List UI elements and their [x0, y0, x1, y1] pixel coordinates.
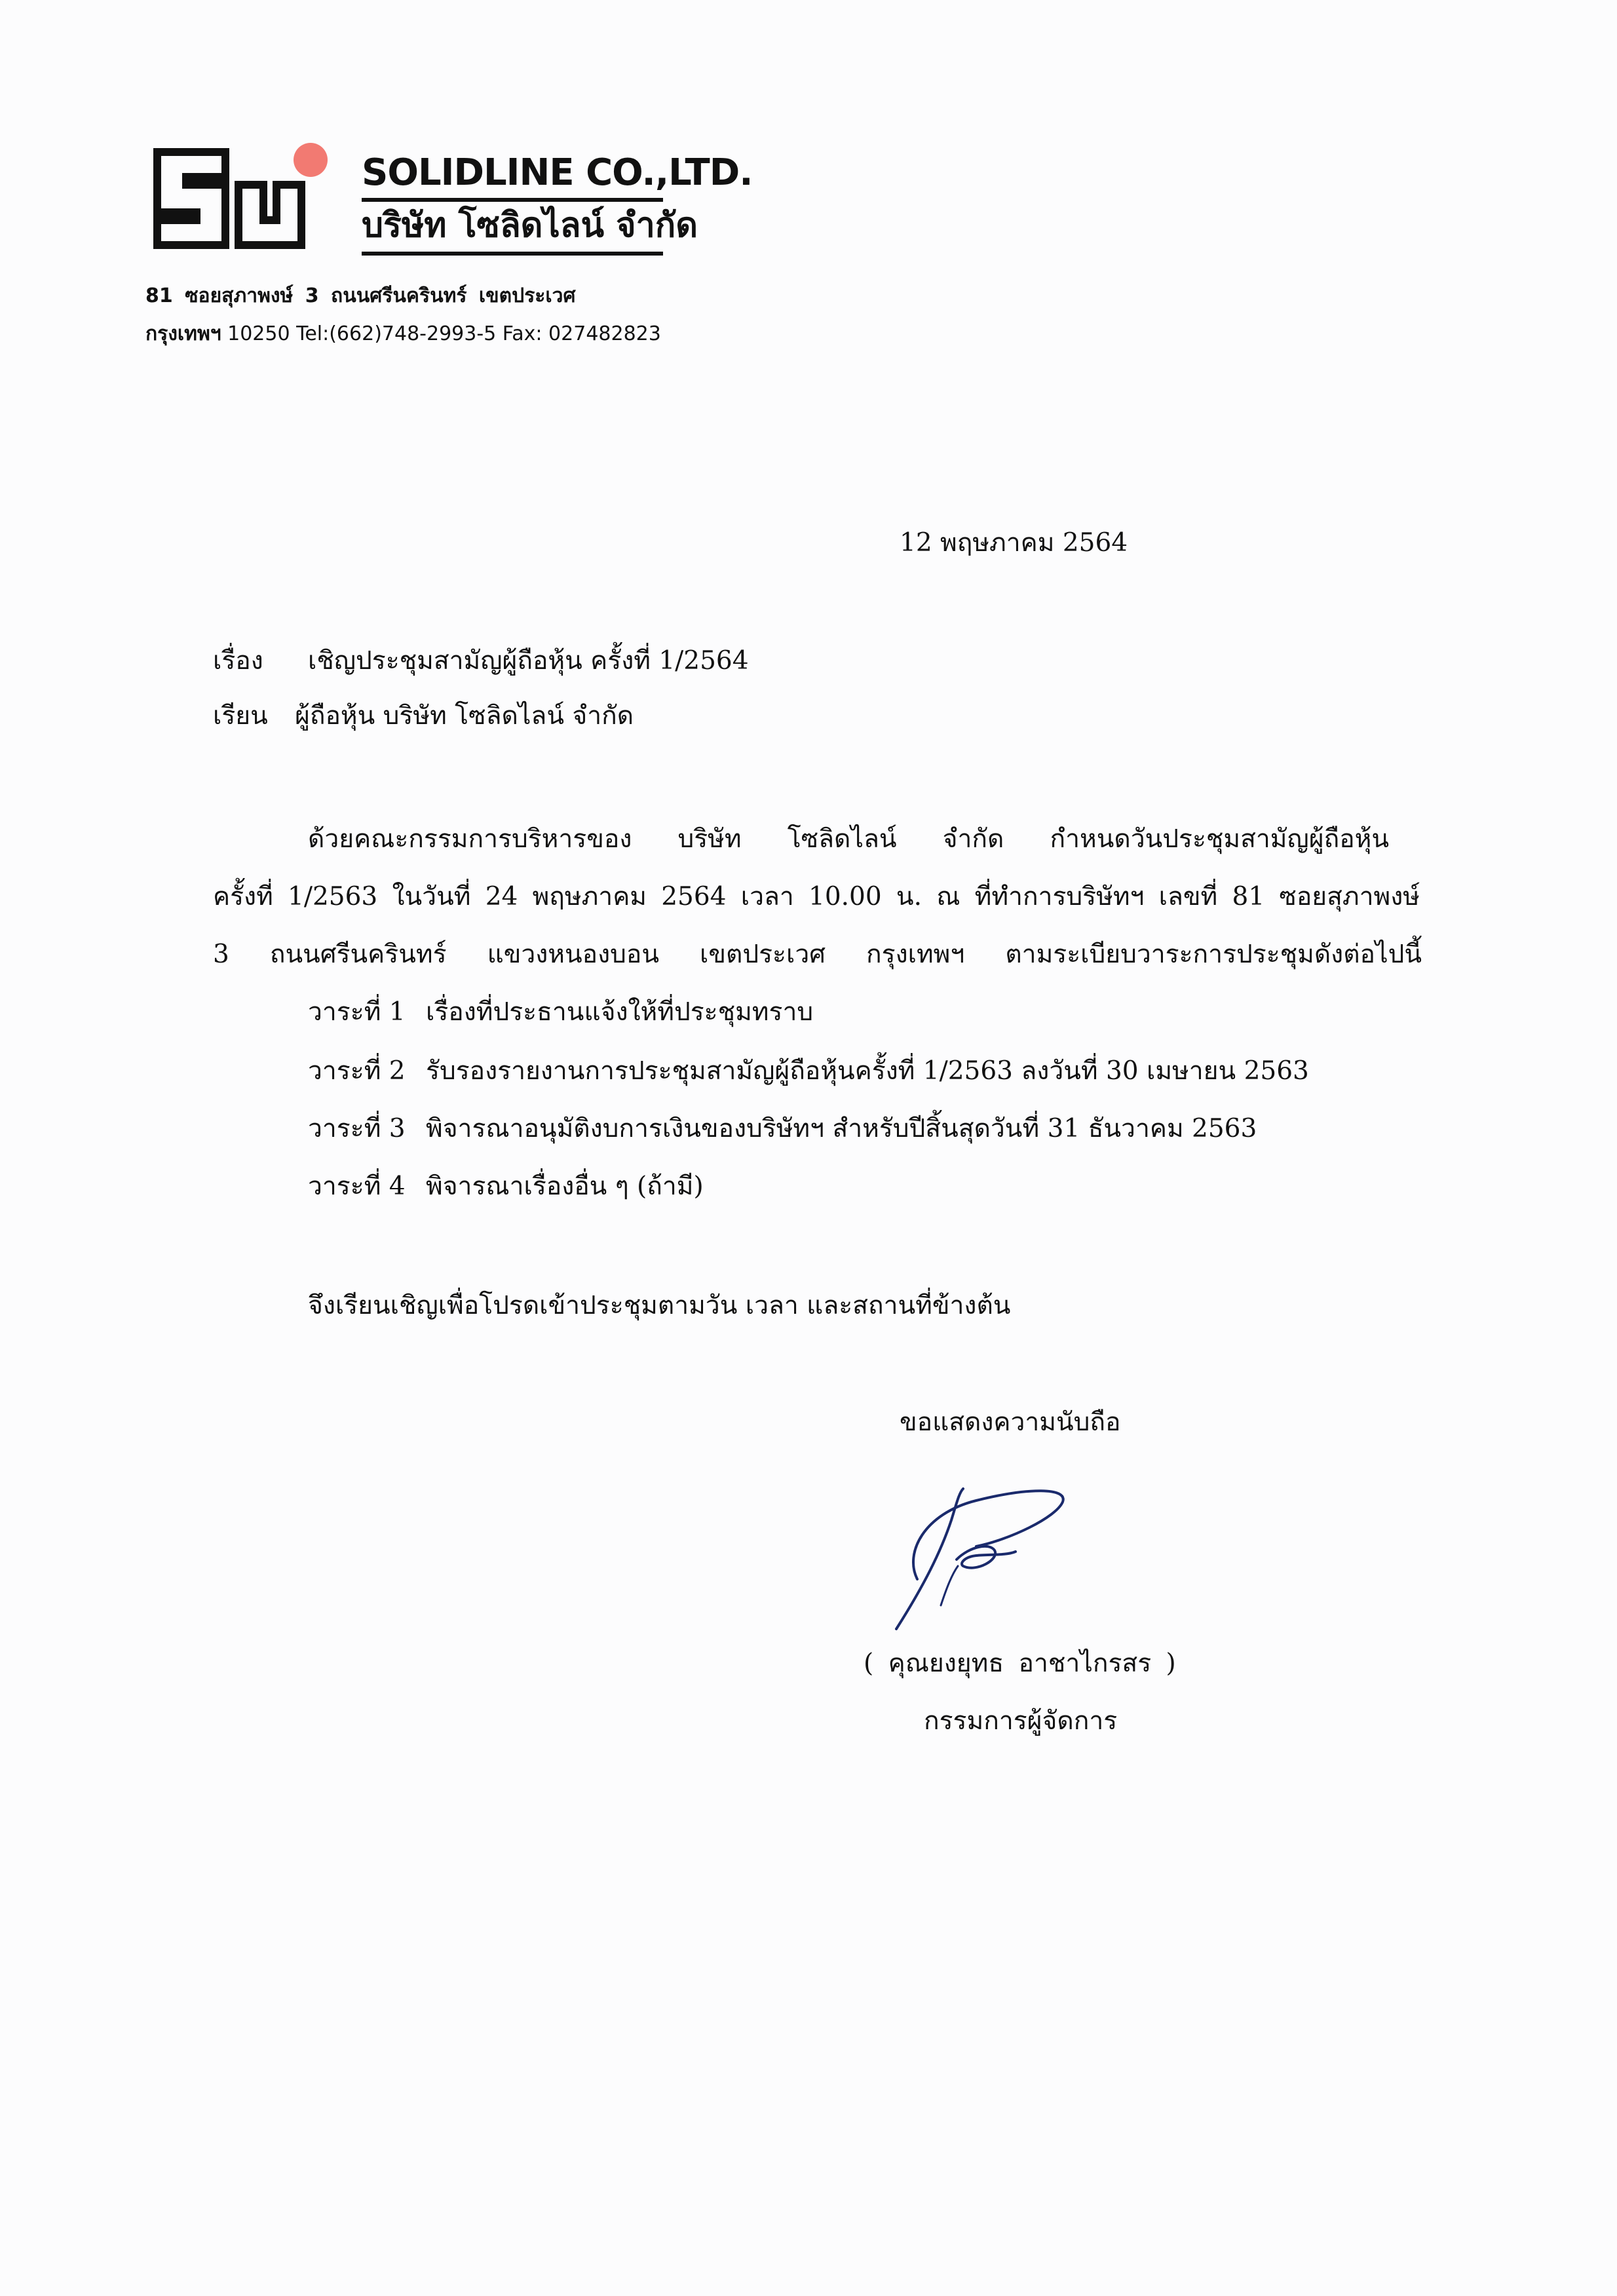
body-paragraph-line-1: ด้วยคณะกรรมการบริหารของ บริษัท โซลิดไลน์ จำกัด กำหนดวันประชุมสามัญผู้ถือหุ้น: [308, 824, 1389, 854]
agenda-text: พิจารณาเรื่องอื่น ๆ (ถ้ามี): [426, 1172, 704, 1201]
logo-s-shape: [157, 152, 225, 245]
logo-divider-top: [362, 198, 663, 202]
agenda-item: [308, 1056, 1309, 1087]
body-paragraph-line-3: 3 ถนนศรีนครินทร์ แขวงหนองบอน เขตประเวศ กรุงเทพฯ ตามระเบียบวาระการประชุมดังต่อไปนี้: [213, 940, 1422, 969]
handwritten-signature: [878, 1474, 1088, 1638]
logo-u-shape: [238, 185, 301, 245]
recipient-label: เรียน: [213, 701, 268, 731]
agenda-item: [308, 1172, 704, 1202]
agenda-item: [308, 1114, 1257, 1145]
regards-text: ขอแสดงความนับถือ: [900, 1407, 1121, 1437]
agenda-number: วาระที่ 1: [308, 997, 406, 1027]
company-name-en: SOLIDLINE CO.,LTD.: [362, 151, 753, 194]
recipient-text: ผู้ถือหุ้น บริษัท โซลิดไลน์ จำกัด: [295, 701, 634, 731]
body-paragraph-line-2: ครั้งที่ 1/2563 ในวันที่ 24 พฤษภาคม 2564 เวลา 10.00 น. ณ ที่ทำการบริษัทฯ เลขที่ 81 ซอยสุภาพงษ์: [213, 882, 1420, 911]
closing-sentence: จึงเรียนเชิญเพื่อโปรดเข้าประชุมตามวัน เวลา และสถานที่ข้างต้น: [308, 1291, 1011, 1320]
letter-date: 12 พฤษภาคม 2564: [900, 528, 1128, 558]
address-line-1: 81 ซอยสุภาพงษ์ 3 ถนนศรีนครินทร์ เขตประเวศ: [145, 284, 576, 307]
subject-text: เชิญประชุมสามัญผู้ถือหุ้น ครั้งที่ 1/2564: [308, 646, 749, 676]
logo-divider-bottom: [362, 252, 663, 256]
signer-position: กรรมการผู้จัดการ: [924, 1706, 1118, 1736]
agenda-text: เรื่องที่ประธานแจ้งให้ที่ประชุมทราบ: [426, 997, 814, 1027]
address-contact: 10250 Tel:(662)748-2993-5 Fax: 027482823: [227, 322, 661, 345]
company-logo: [145, 139, 337, 257]
logo-dot: [294, 143, 328, 177]
company-name-th: บริษัท โซลิดไลน์ จำกัด: [362, 206, 698, 245]
agenda-item: [308, 997, 813, 1028]
signer-name: ( คุณยงยุทธ อาชาไกรสร ): [864, 1649, 1176, 1678]
address-city: กรุงเทพฯ: [145, 322, 221, 345]
agenda-text: รับรองรายงานการประชุมสามัญผู้ถือหุ้นครั้งที่ 1/2563 ลงวันที่ 30 เมษายน 2563: [426, 1056, 1309, 1086]
address-line-2: [145, 318, 661, 349]
agenda-number: วาระที่ 3: [308, 1114, 406, 1143]
agenda-number: วาระที่ 4: [308, 1172, 406, 1201]
subject-label: เรื่อง: [213, 646, 263, 676]
agenda-number: วาระที่ 2: [308, 1056, 406, 1086]
agenda-text: พิจารณาอนุมัติงบการเงินของบริษัทฯ สำหรับปีสิ้นสุดวันที่ 31 ธันวาคม 2563: [426, 1114, 1257, 1143]
